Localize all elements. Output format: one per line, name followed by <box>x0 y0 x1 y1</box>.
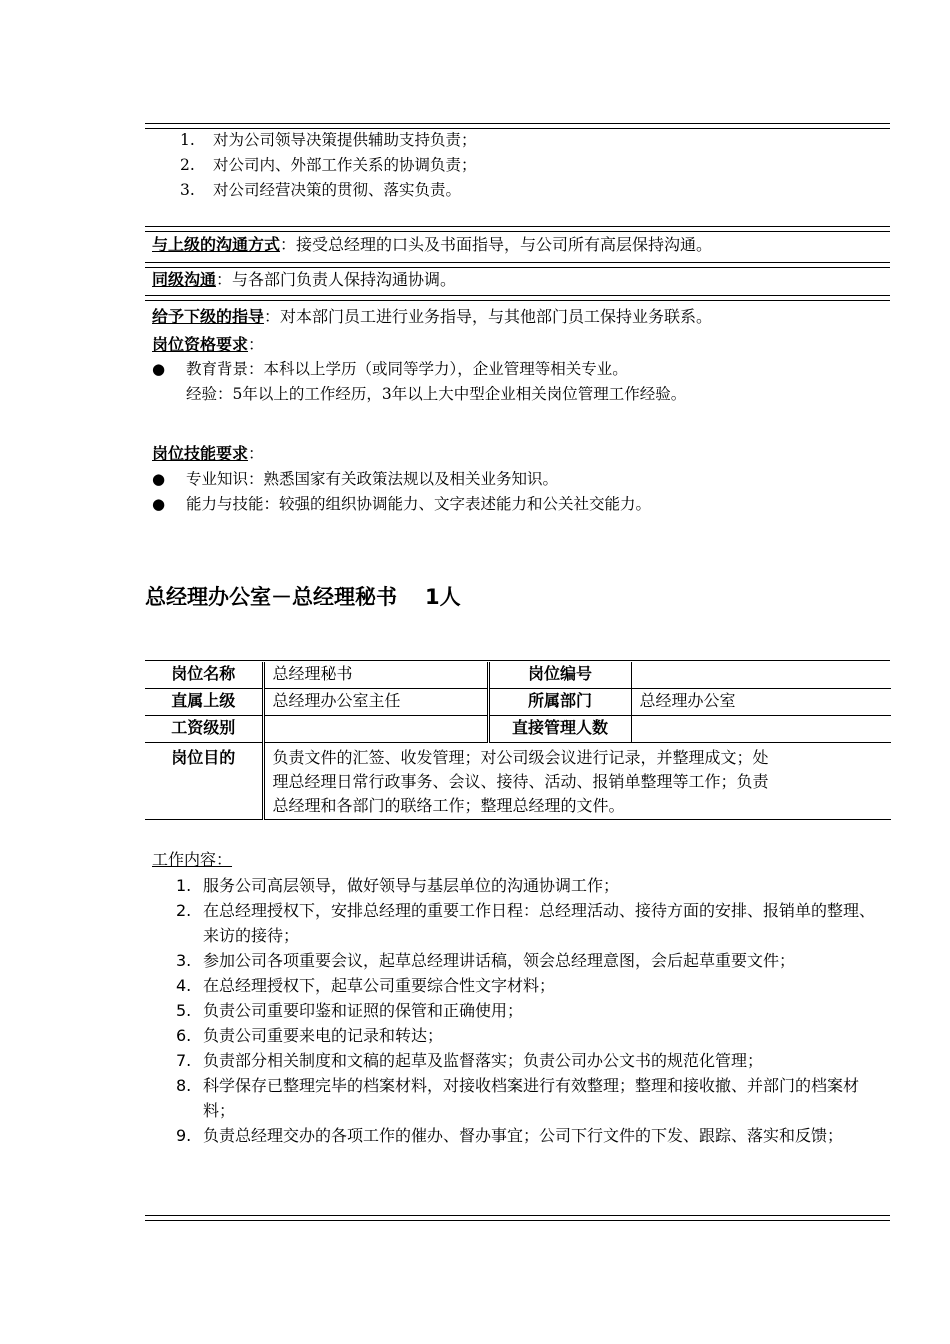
section-title-name: 总经理办公室－总经理秘书 <box>145 585 397 609</box>
table-row <box>145 662 891 689</box>
skills-heading <box>152 442 264 466</box>
dept-label: 所属部门 <box>488 689 631 716</box>
work-item <box>176 948 886 973</box>
upper-communication <box>152 233 712 257</box>
purpose-label: 岗位目的 <box>145 743 263 820</box>
table-row <box>145 689 891 716</box>
purpose-line: 理总经理日常行政事务、会议、接待、活动、报销单整理等工作；负责 <box>272 772 769 791</box>
bottom-divider <box>145 1215 890 1221</box>
item-number: 4. <box>176 976 192 995</box>
subordinates-value <box>631 716 891 743</box>
lower-guidance-text: ：对本部门员工进行业务指导，与其他部门员工保持业务联系。 <box>264 307 713 326</box>
skills-knowledge <box>152 467 558 491</box>
purpose-value <box>263 743 891 820</box>
peer-communication-label: 同级沟通 <box>152 270 217 289</box>
item-number: 3. <box>176 951 192 970</box>
post-name-label: 岗位名称 <box>145 662 263 689</box>
skills-ability <box>152 492 651 516</box>
work-content-list <box>176 873 886 1148</box>
item-text: 负责公司重要印鉴和证照的保管和正确使用； <box>203 1001 524 1020</box>
colon: ： <box>248 444 265 463</box>
item-number: 9. <box>176 1126 192 1145</box>
subordinates-label: 直接管理人数 <box>488 716 631 743</box>
post-name-value: 总经理秘书 <box>263 662 488 689</box>
item-text: 对公司内、外部工作关系的协调负责； <box>213 156 477 174</box>
education-text: 教育背景：本科以上学历（或同等学力），企业管理等相关专业。 <box>186 360 628 378</box>
item-number: 1. <box>176 876 192 895</box>
responsibility-item <box>180 128 477 152</box>
item-text: 参加公司各项重要会议，起草总经理讲话稿，领会总经理意图，会后起草重要文件； <box>203 951 796 970</box>
qualification-experience: 经验：5年以上的工作经历，3年以上大中型企业相关岗位管理工作经验。 <box>186 385 687 403</box>
colon: ： <box>248 335 265 354</box>
work-item <box>176 1073 886 1123</box>
item-text: 负责总经理交办的各项工作的催办、督办事宜；公司下行文件的下发、跟踪、落实和反馈； <box>203 1126 844 1145</box>
work-item <box>176 898 886 948</box>
item-number: 1. <box>180 131 195 149</box>
section-title <box>145 582 461 612</box>
superior-value: 总经理办公室主任 <box>263 689 488 716</box>
divider <box>145 226 890 232</box>
item-number: 3. <box>180 181 195 199</box>
upper-communication-text: ：接受总经理的口头及书面指导，与公司所有高层保持沟通。 <box>280 235 713 254</box>
section-title-count: 1人 <box>425 585 461 609</box>
table-top-border <box>145 660 890 661</box>
salary-label: 工资级别 <box>145 716 263 743</box>
table-row <box>145 716 891 743</box>
dept-value: 总经理办公室 <box>631 689 891 716</box>
work-item <box>176 973 886 998</box>
lower-guidance <box>152 305 712 329</box>
lower-guidance-label: 给予下级的指导 <box>152 307 265 326</box>
position-info-table <box>145 662 891 820</box>
item-number: 8. <box>176 1076 192 1095</box>
salary-value <box>263 716 488 743</box>
knowledge-text: 专业知识：熟悉国家有关政策法规以及相关业务知识。 <box>186 470 559 488</box>
work-item <box>176 998 886 1023</box>
responsibility-item <box>180 153 477 177</box>
responsibility-item <box>180 178 461 202</box>
item-text: 在总经理授权下，起草公司重要综合性文字材料； <box>203 976 556 995</box>
table-row <box>145 743 891 820</box>
skills-label: 岗位技能要求 <box>152 444 249 463</box>
qualification-heading <box>152 333 264 357</box>
upper-communication-label: 与上级的沟通方式 <box>152 235 281 254</box>
item-number: 2. <box>176 901 192 920</box>
post-no-label: 岗位编号 <box>488 662 631 689</box>
superior-label: 直属上级 <box>145 689 263 716</box>
work-item <box>176 1023 886 1048</box>
item-number: 6. <box>176 1026 192 1045</box>
item-text: 负责部分相关制度和文稿的起草及监督落实；负责公司办公文书的规范化管理； <box>203 1051 764 1070</box>
divider <box>145 295 890 301</box>
purpose-line: 负责文件的汇签、收发管理；对公司级会议进行记录，并整理成文；处 <box>272 748 769 767</box>
bullet-icon: ● <box>152 495 166 513</box>
item-text: 负责公司重要来电的记录和转达； <box>203 1026 444 1045</box>
peer-communication <box>152 268 456 292</box>
bullet-icon: ● <box>152 470 166 488</box>
item-text: 对公司经营决策的贯彻、落实负责。 <box>213 181 462 199</box>
item-text: 服务公司高层领导，做好领导与基层单位的沟通协调工作； <box>203 876 620 895</box>
item-text: 对为公司领导决策提供辅助支持负责； <box>213 131 477 149</box>
work-item <box>176 1123 886 1148</box>
item-number: 2. <box>180 156 195 174</box>
post-no-value <box>631 662 891 689</box>
work-item <box>176 873 886 898</box>
qualification-label: 岗位资格要求 <box>152 335 249 354</box>
work-content-label: 工作内容： <box>152 850 233 869</box>
item-text: 科学保存已整理完毕的档案材料，对接收档案进行有效整理；整理和接收撤、并部门的档案材料； <box>203 1076 860 1120</box>
ability-text: 能力与技能：较强的组织协调能力、文字表述能力和公关社交能力。 <box>186 495 652 513</box>
bullet-icon: ● <box>152 360 166 378</box>
peer-communication-text: ：与各部门负责人保持沟通协调。 <box>216 270 457 289</box>
item-text: 在总经理授权下，安排总经理的重要工作日程：总经理活动、接待方面的安排、报销单的整理、来访的接待； <box>203 901 876 945</box>
item-number: 7. <box>176 1051 192 1070</box>
item-number: 5. <box>176 1001 192 1020</box>
qualification-education <box>152 357 628 381</box>
purpose-line: 总经理和各部门的联络工作；整理总经理的文件。 <box>272 796 625 815</box>
work-item <box>176 1048 886 1073</box>
